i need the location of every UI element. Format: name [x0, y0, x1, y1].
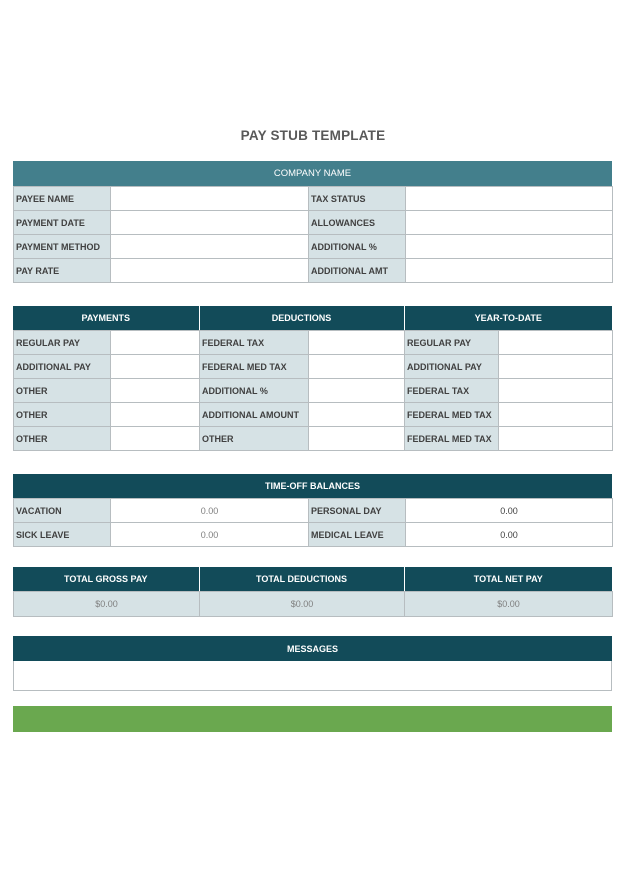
time-off-table	[13, 498, 613, 547]
payments-header: PAYMENTS	[13, 306, 199, 330]
allowances-label: ALLOWANCES	[309, 211, 406, 235]
total-net-pay-value: $0.00	[405, 592, 613, 617]
payments-label: OTHER	[14, 403, 111, 427]
deductions-label: OTHER	[200, 427, 309, 451]
deductions-label: ADDITIONAL %	[200, 379, 309, 403]
total-deductions-header: TOTAL DEDUCTIONS	[199, 567, 404, 591]
company-name-header: COMPANY NAME	[13, 161, 612, 186]
additional-amt-label: ADDITIONAL AMT	[309, 259, 406, 283]
page-title: PAY STUB TEMPLATE	[240, 128, 386, 143]
ytd-label: FEDERAL MED TAX	[405, 427, 499, 451]
payments-value[interactable]	[111, 403, 200, 427]
ytd-value[interactable]	[499, 403, 613, 427]
footer-bar	[13, 706, 612, 732]
pay-rate-field[interactable]	[111, 259, 309, 283]
totals-header-row	[13, 567, 612, 591]
totals-table	[13, 591, 613, 617]
additional-amt-field[interactable]	[406, 259, 613, 283]
time-off-header: TIME-OFF BALANCES	[13, 474, 612, 498]
personal-day-value[interactable]: 0.00	[406, 499, 613, 523]
payment-date-label: PAYMENT DATE	[14, 211, 111, 235]
payment-method-label: PAYMENT METHOD	[14, 235, 111, 259]
deductions-value[interactable]	[309, 403, 405, 427]
sick-leave-value[interactable]: 0.00	[111, 523, 309, 547]
vacation-value[interactable]: 0.00	[111, 499, 309, 523]
total-deductions-value: $0.00	[200, 592, 405, 617]
deductions-value[interactable]	[309, 427, 405, 451]
ytd-label: ADDITIONAL PAY	[405, 355, 499, 379]
table-row	[14, 379, 613, 403]
payments-label: ADDITIONAL PAY	[14, 355, 111, 379]
payments-value[interactable]	[111, 331, 200, 355]
payments-label: OTHER	[14, 427, 111, 451]
payment-method-field[interactable]	[111, 235, 309, 259]
ytd-value[interactable]	[499, 427, 613, 451]
ytd-label: FEDERAL MED TAX	[405, 403, 499, 427]
payee-info-table	[13, 186, 613, 283]
payments-value[interactable]	[111, 427, 200, 451]
earnings-header-row	[13, 306, 612, 330]
payment-date-field[interactable]	[111, 211, 309, 235]
ytd-value[interactable]	[499, 331, 613, 355]
deductions-value[interactable]	[309, 379, 405, 403]
tax-status-field[interactable]	[406, 187, 613, 211]
table-row	[14, 523, 613, 547]
table-row	[14, 355, 613, 379]
table-row	[14, 592, 613, 617]
ytd-label: REGULAR PAY	[405, 331, 499, 355]
table-row	[14, 499, 613, 523]
messages-field[interactable]	[13, 661, 612, 691]
deductions-header: DEDUCTIONS	[199, 306, 404, 330]
tax-status-label: TAX STATUS	[309, 187, 406, 211]
payments-label: OTHER	[14, 379, 111, 403]
total-net-pay-header: TOTAL NET PAY	[404, 567, 612, 591]
info-row	[14, 259, 613, 283]
info-row	[14, 187, 613, 211]
medical-leave-label: MEDICAL LEAVE	[309, 523, 406, 547]
table-row	[14, 427, 613, 451]
messages-header: MESSAGES	[13, 636, 612, 661]
total-gross-pay-header: TOTAL GROSS PAY	[13, 567, 199, 591]
sick-leave-label: SICK LEAVE	[14, 523, 111, 547]
deductions-label: FEDERAL MED TAX	[200, 355, 309, 379]
deductions-value[interactable]	[309, 331, 405, 355]
additional-percent-field[interactable]	[406, 235, 613, 259]
payments-value[interactable]	[111, 355, 200, 379]
deductions-value[interactable]	[309, 355, 405, 379]
medical-leave-value[interactable]: 0.00	[406, 523, 613, 547]
deductions-label: FEDERAL TAX	[200, 331, 309, 355]
allowances-field[interactable]	[406, 211, 613, 235]
table-row	[14, 331, 613, 355]
ytd-label: FEDERAL TAX	[405, 379, 499, 403]
personal-day-label: PERSONAL DAY	[309, 499, 406, 523]
ytd-value[interactable]	[499, 379, 613, 403]
table-row	[14, 403, 613, 427]
deductions-label: ADDITIONAL AMOUNT	[200, 403, 309, 427]
payments-value[interactable]	[111, 379, 200, 403]
ytd-value[interactable]	[499, 355, 613, 379]
payee-name-field[interactable]	[111, 187, 309, 211]
vacation-label: VACATION	[14, 499, 111, 523]
payments-label: REGULAR PAY	[14, 331, 111, 355]
additional-percent-label: ADDITIONAL %	[309, 235, 406, 259]
info-row	[14, 235, 613, 259]
ytd-header: YEAR-TO-DATE	[404, 306, 612, 330]
info-row	[14, 211, 613, 235]
pay-rate-label: PAY RATE	[14, 259, 111, 283]
earnings-table	[13, 330, 613, 451]
total-gross-pay-value: $0.00	[14, 592, 200, 617]
payee-name-label: PAYEE NAME	[14, 187, 111, 211]
